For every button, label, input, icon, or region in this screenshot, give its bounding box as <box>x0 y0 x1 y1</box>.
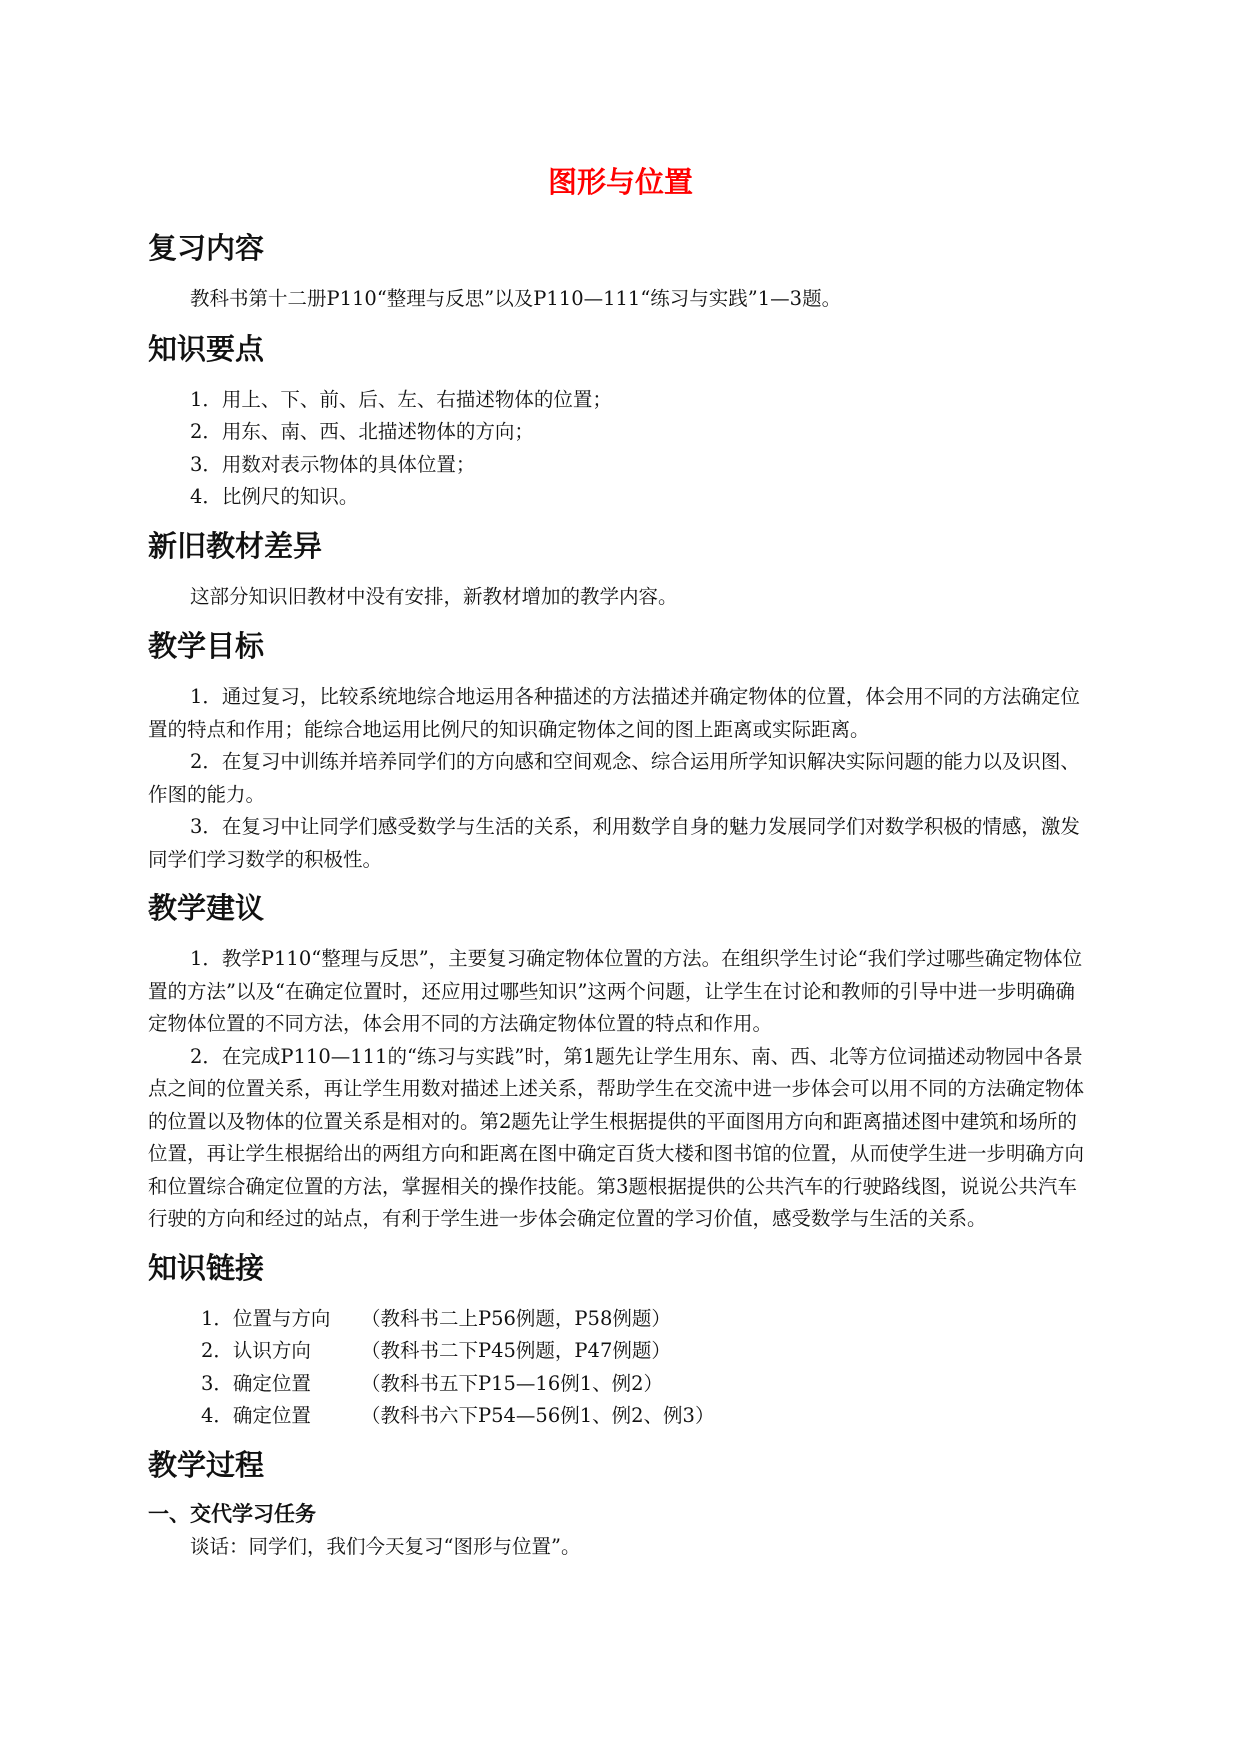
link-name: 3．确定位置 <box>201 1371 311 1395</box>
heading-links: 知识链接 <box>148 1250 265 1285</box>
goals-item: 3．在复习中让同学们感受数学与生活的关系，利用数学自身的魅力发展同学们对数学积极的情感，激发同学们学习数学的积极性。 <box>148 815 1080 871</box>
heading-advice: 教学建议 <box>148 891 265 925</box>
goals-item: 1．通过复习，比较系统地综合地运用各种描述的方法描述并确定物体的位置，体会用不同的方法确定位置的特点和作用；能综合地运用比例尺的知识确定物体之间的图上距离或实际距离。 <box>148 685 1080 741</box>
link-row <box>148 1303 1094 1336</box>
link-ref: （教科书六下P54—56例1、例2、例3） <box>361 1404 715 1427</box>
advice-list <box>148 943 1094 1236</box>
link-ref: （教科书二上P56例题，P58例题） <box>361 1306 671 1330</box>
process-text: 谈话：同学们，我们今天复习“图形与位置”。 <box>190 1534 581 1558</box>
heading-diff: 新旧教材差异 <box>148 528 323 563</box>
heading-points: 知识要点 <box>148 331 265 366</box>
advice-item: 2．在完成P110—111的“练习与实践”时，第1题先让学生用东、南、西、北等方位词描述动物园中各景点之间的位置关系，再让学生用数对描述上述关系，帮助学生在交流中进一步体会可以用不同的方法确定物体的位置以及物体的位置关系是相对的。第2题先让学生根据提供的平面图用方向和距离描述图中建筑和场所的位置，再让学生根据给出的两组方向和距离在图中确定百货大楼和图书馆的位置，从而使学生进一步明确方向和位置综合确定位置的方法，掌握相关的操作技能。第3题根据提供的公共汽车的行驶路线图，说说公共汽车行驶的方向和经过的站点，有利于学生进一步体会确定位置的学习价值，感受数学与生活的关系。 <box>148 1044 1085 1230</box>
advice-item: 1．教学P110“整理与反思”，主要复习确定物体位置的方法。在组织学生讨论“我们学过哪些确定物体位置的方法”以及“在确定位置时，还应用过哪些知识”这两个问题，让学生在讨论和教师的引导中进一步明确确定物体位置的不同方法，体会用不同的方法确定物体位置的特点和作用。 <box>148 947 1083 1035</box>
goals-item: 2．在复习中训练并培养同学们的方向感和空间观念、综合运用所学知识解决实际问题的能力以及识图、作图的能力。 <box>148 750 1080 806</box>
points-item: 1．用上、下、前、后、左、右描述物体的位置； <box>190 387 612 411</box>
points-item: 3．用数对表示物体的具体位置； <box>190 452 476 476</box>
link-row <box>148 1400 1094 1433</box>
link-name: 2．认识方向 <box>201 1339 311 1362</box>
goals-list <box>148 681 1094 876</box>
points-item: 4．比例尺的知识。 <box>190 485 359 508</box>
links-list <box>148 1303 1094 1433</box>
heading-goals: 教学目标 <box>148 629 265 663</box>
link-name: 1．位置与方向 <box>201 1306 331 1330</box>
heading-process: 教学过程 <box>148 1447 265 1482</box>
subheading-task: 一、交代学习任务 <box>148 1501 316 1526</box>
page-title: 图形与位置 <box>547 165 693 199</box>
points-item: 2．用东、南、西、北描述物体的方向； <box>190 420 534 443</box>
diff-text: 这部分知识旧教材中没有安排，新教材增加的教学内容。 <box>190 584 678 608</box>
heading-review: 复习内容 <box>148 231 265 265</box>
document-body <box>148 226 1094 1563</box>
link-row <box>148 1335 1094 1368</box>
points-list <box>148 384 1094 514</box>
link-ref: （教科书五下P15—16例1、例2） <box>361 1371 664 1395</box>
link-name: 4．确定位置 <box>201 1404 311 1427</box>
link-row <box>148 1368 1094 1401</box>
review-text: 教科书第十二册P110“整理与反思”以及P110—111“练习与实践”1—3题。 <box>190 287 842 310</box>
link-ref: （教科书二下P45例题，P47例题） <box>361 1339 671 1362</box>
